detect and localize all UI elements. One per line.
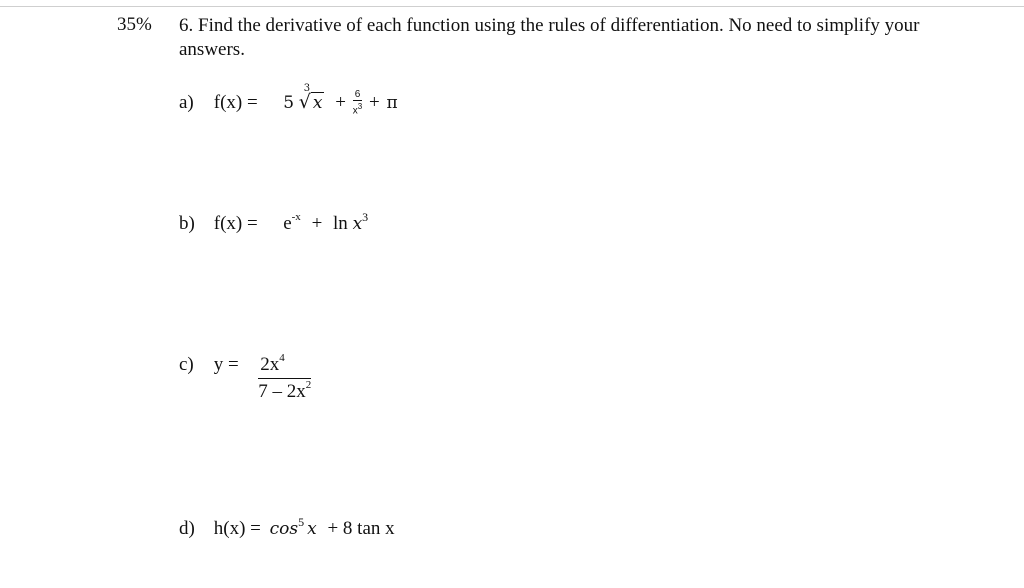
part-d-rest: + 8 tan x bbox=[327, 518, 395, 539]
question-number: 6. bbox=[179, 15, 194, 36]
part-a-radicand: x bbox=[312, 93, 323, 114]
part-d-label: d) bbox=[179, 518, 195, 539]
part-a-plus-1: + bbox=[335, 92, 346, 114]
part-a-fraction bbox=[353, 89, 363, 116]
part-a-label: a) bbox=[179, 92, 194, 114]
part-d bbox=[179, 515, 395, 540]
question-text: Find the derivative of each function using the rules of differentiation. No need to simplify your answers. bbox=[179, 15, 920, 60]
part-c-label: c) bbox=[179, 354, 194, 375]
part-b-plus: + bbox=[311, 213, 323, 234]
part-c-denominator: $7 - 2x^2$ bbox=[258, 379, 312, 402]
part-a-pi: π bbox=[386, 93, 398, 114]
part-a-root-index: 3 bbox=[303, 83, 311, 95]
part-a-plus-2: + bbox=[369, 92, 380, 114]
part-b-label: b) bbox=[179, 213, 195, 234]
part-a-cube-root: 3 √ x bbox=[298, 83, 323, 114]
question-prompt bbox=[179, 14, 969, 62]
part-b-lhs: f(x) = bbox=[213, 213, 258, 234]
part-b bbox=[179, 210, 369, 235]
part-a-coefficient: 5 bbox=[283, 93, 295, 114]
part-a-fraction-numerator: 6 bbox=[354, 89, 361, 100]
part-c-numerator: $2x^4$ bbox=[258, 354, 311, 379]
part-c-lhs: y = bbox=[213, 354, 239, 375]
part-a-fraction-denominator: $x^3$ bbox=[352, 102, 363, 117]
part-d-lhs: h(x) = bbox=[213, 518, 261, 539]
top-rule bbox=[0, 6, 1024, 7]
part-c bbox=[179, 354, 311, 405]
question-weight: 35% bbox=[117, 14, 152, 35]
part-b-exp-term: $e^{-x}$ bbox=[283, 211, 301, 234]
part-a bbox=[179, 83, 398, 117]
part-c-fraction bbox=[258, 354, 311, 405]
part-a-lhs: f(x) = bbox=[213, 92, 258, 114]
part-b-ln-term: $\ln x^3$ bbox=[333, 210, 369, 234]
part-d-cos-term: $\cos^5 x$ bbox=[269, 515, 317, 539]
